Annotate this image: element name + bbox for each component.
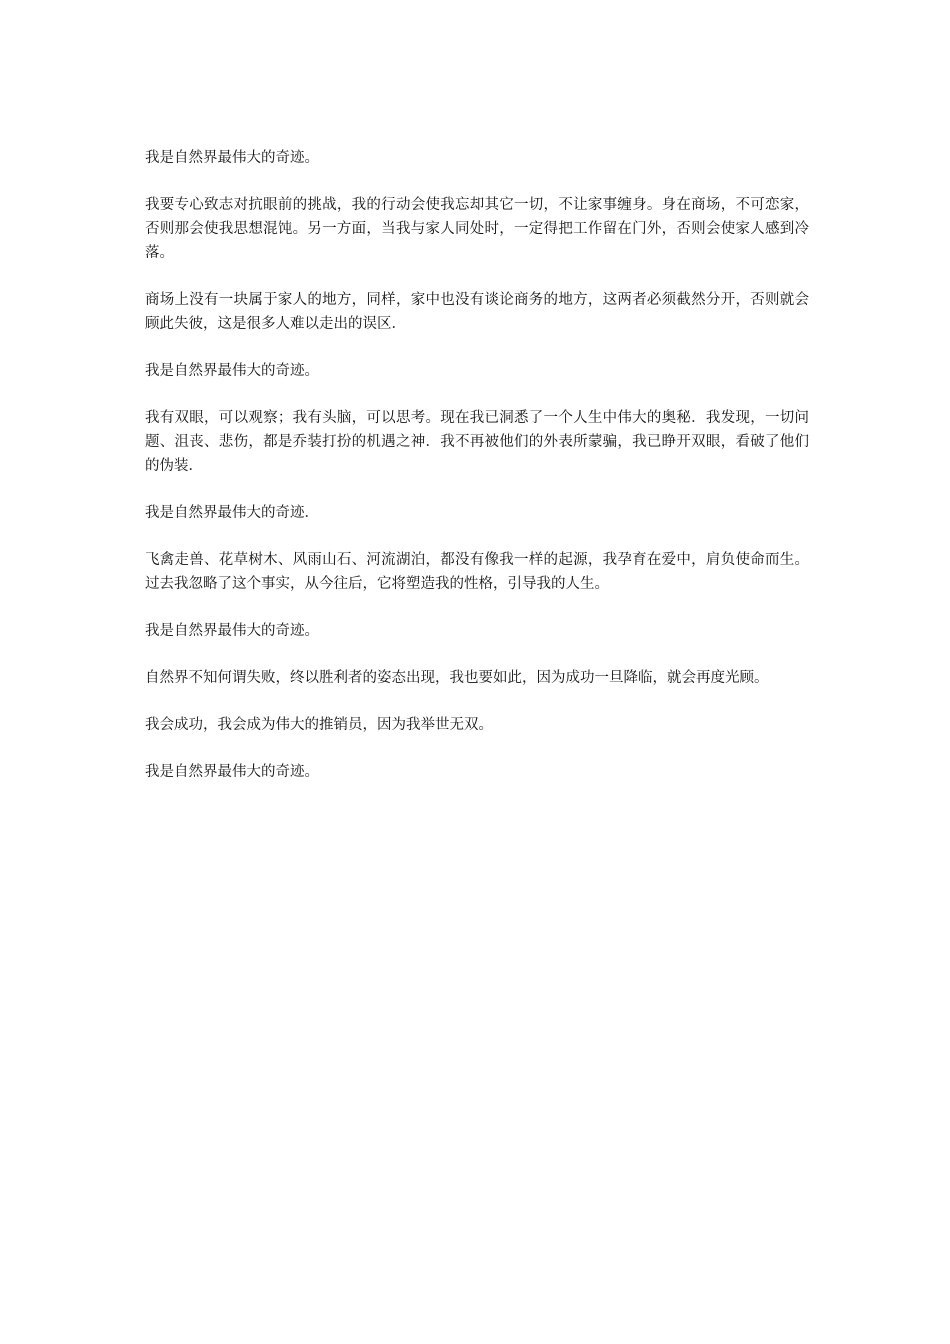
paragraph-4: 我是自然界最伟大的奇迹。 xyxy=(145,363,319,379)
paragraph-10: 我会成功，我会成为伟大的推销员，因为我举世无双。 xyxy=(145,717,493,733)
paragraph-5: 我有双眼，可以观察；我有头脑，可以思考。现在我已洞悉了一个人生中伟大的奥秘．我发现，一切问题、沮丧、悲伤，都是乔装打扮的机遇之神．我不再被他们的外表所蒙骗，我已睁开双眼，看破了他们的伪装． xyxy=(145,410,809,474)
paragraph-9: 自然界不知何谓失败，终以胜利者的姿态出现，我也要如此，因为成功一旦降临，就会再度光顾。 xyxy=(145,670,769,686)
paragraph-3: 商场上没有一块属于家人的地方，同样，家中也没有谈论商务的地方，这两者必须截然分开，否则就会顾此失彼，这是很多人难以走出的误区． xyxy=(145,292,809,332)
paragraph-8: 我是自然界最伟大的奇迹。 xyxy=(145,623,319,639)
paragraph-11: 我是自然界最伟大的奇迹。 xyxy=(145,764,319,780)
paragraph-6: 我是自然界最伟大的奇迹． xyxy=(145,505,319,521)
document-body xyxy=(145,146,809,807)
paragraph-7: 飞禽走兽、花草树木、风雨山石、河流湖泊，都没有像我一样的起源，我孕育在爱中，肩负使命而生。过去我忽略了这个事实，从今往后，它将塑造我的性格，引导我的人生。 xyxy=(145,552,809,592)
paragraph-2: 我要专心致志对抗眼前的挑战，我的行动会使我忘却其它一切，不让家事缠身。身在商场，不可恋家，否则那会使我思想混饨。另一方面，当我与家人同处时，一定得把工作留在门外，否则会使家人感到冷落。 xyxy=(145,197,809,261)
paragraph-1: 我是自然界最伟大的奇迹。 xyxy=(145,150,319,166)
